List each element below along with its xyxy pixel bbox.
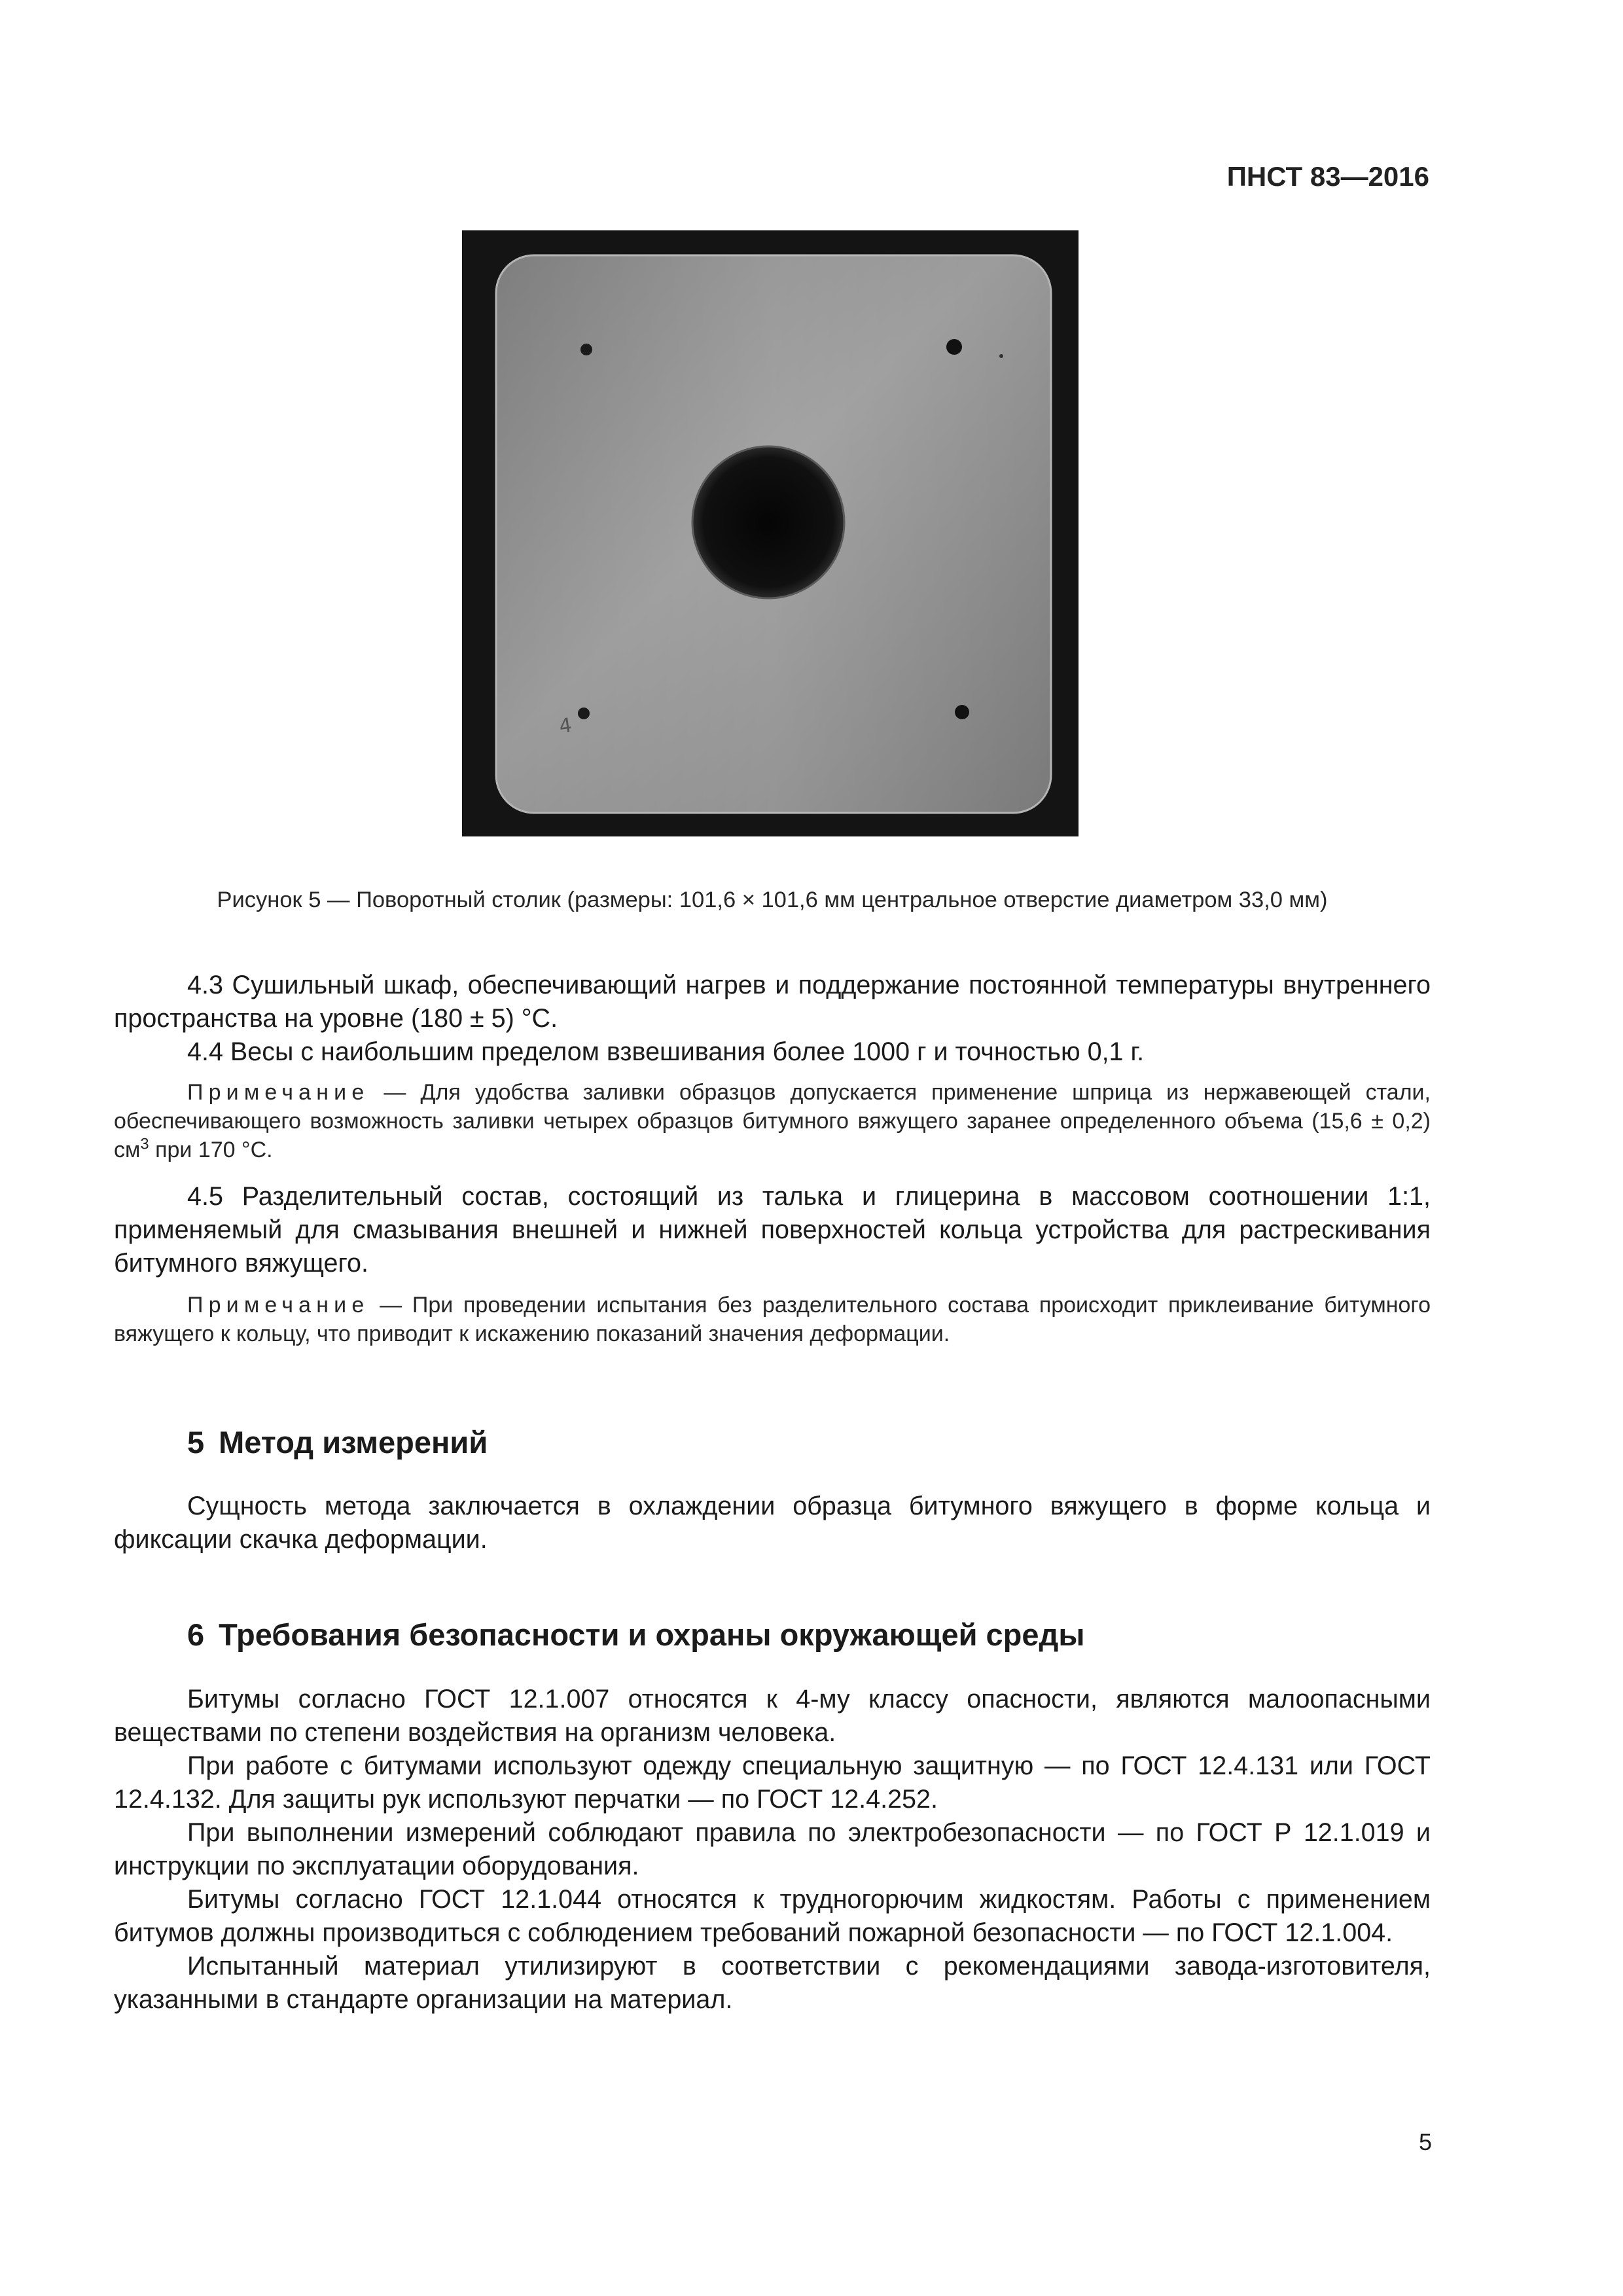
section6-block	[114, 1683, 1431, 2017]
section5-block	[114, 1490, 1431, 1556]
section6-paragraph-4: Битумы согласно ГОСТ 12.1.044 относятся к трудногорючим жидкостям. Работы с применением битумов должны производиться с соблюдением требований пожарной безопасности — по ГОСТ 12.1.004.	[114, 1885, 1431, 1947]
note-2	[114, 1291, 1431, 1348]
section4-block	[114, 969, 1431, 1348]
note-1-text: — Для удобства заливки образцов допускается применение шприца из нержавеющей стали, обеспечивающего возможность заливки четырех образцов битумного вяжущего заранее определенного объема (15,6 ± 0,2) см	[114, 1080, 1431, 1162]
section6-heading	[187, 1617, 1085, 1653]
section6-paragraph-2: При работе с битумами используют одежду специальную защитную — по ГОСТ 12.4.131 или ГОСТ 12.4.132. Для защиты рук используют перчатки — по ГОСТ 12.4.252.	[114, 1751, 1431, 1814]
mounting-hole-bottom-left	[578, 708, 590, 719]
section6-number: 6	[187, 1617, 205, 1652]
mounting-hole-bottom-right	[955, 705, 969, 719]
section6-paragraph-1: Битумы согласно ГОСТ 12.1.007 относятся к 4-му классу опасности, являются малоопасными веществами по степени воздействия на организм человека.	[114, 1685, 1431, 1747]
note-1	[114, 1078, 1431, 1164]
note-1-label: Примечание	[187, 1080, 370, 1105]
section6-paragraph-3: При выполнении измерений соблюдают правила по электробезопасности — по ГОСТ Р 12.1.019 и инструкции по эксплуатации оборудования.	[114, 1818, 1431, 1880]
note-1-superscript: 3	[140, 1135, 149, 1153]
paragraph-4-3: 4.3 Сушильный шкаф, обеспечивающий нагрев и поддержание постоянной температуры внутреннего пространства на уровне (180 ± 5) °С.	[114, 971, 1431, 1033]
mounting-hole-top-left	[580, 344, 592, 355]
section6-paragraph-5: Испытанный материал утилизируют в соответствии с рекомендациями завода-изготовителя, указанными в стандарте организации на материал.	[114, 1952, 1431, 2014]
mounting-hole-top-right	[946, 339, 962, 355]
note-1-text-end: при 170 °С.	[149, 1138, 273, 1162]
paragraph-4-4: 4.4 Весы с наибольшим пределом взвешивания более 1000 г и точностью 0,1 г.	[187, 1037, 1145, 1066]
note-2-text: — При проведении испытания без разделительного состава происходит приклеивание битумного вяжущего к кольцу, что приводит к искажению показаний значения деформации.	[114, 1293, 1431, 1346]
paragraph-4-5: 4.5 Разделительный состав, состоящий из талька и глицерина в массовом соотношении 1:1, применяемый для смазывания внешней и нижней поверхностей кольца устройства для растрескивания битумного вяжущего.	[114, 1182, 1431, 1278]
central-hole	[692, 446, 844, 598]
section5-paragraph: Сущность метода заключается в охлаждении образца битумного вяжущего в форме кольца и фиксации скачка деформации.	[114, 1492, 1431, 1554]
page-number: 5	[1418, 2128, 1432, 2155]
plate-marking: 4	[558, 713, 574, 738]
mark-dot	[999, 354, 1003, 358]
section5-heading	[187, 1424, 488, 1460]
section6-title: Требования безопасности и охраны окружающей среды	[219, 1617, 1085, 1652]
note-2-label: Примечание	[187, 1293, 370, 1318]
section5-title: Метод измерений	[219, 1425, 488, 1460]
document-code: ПНСТ 83—2016	[1226, 161, 1429, 192]
figure-caption: Рисунок 5 — Поворотный столик (размеры: 101,6 × 101,6 мм центральное отверстие диаметром 33,0 мм)	[217, 888, 1328, 912]
figure-photo	[462, 230, 1079, 836]
rotary-table-photo	[462, 230, 1079, 836]
section5-number: 5	[187, 1425, 205, 1460]
